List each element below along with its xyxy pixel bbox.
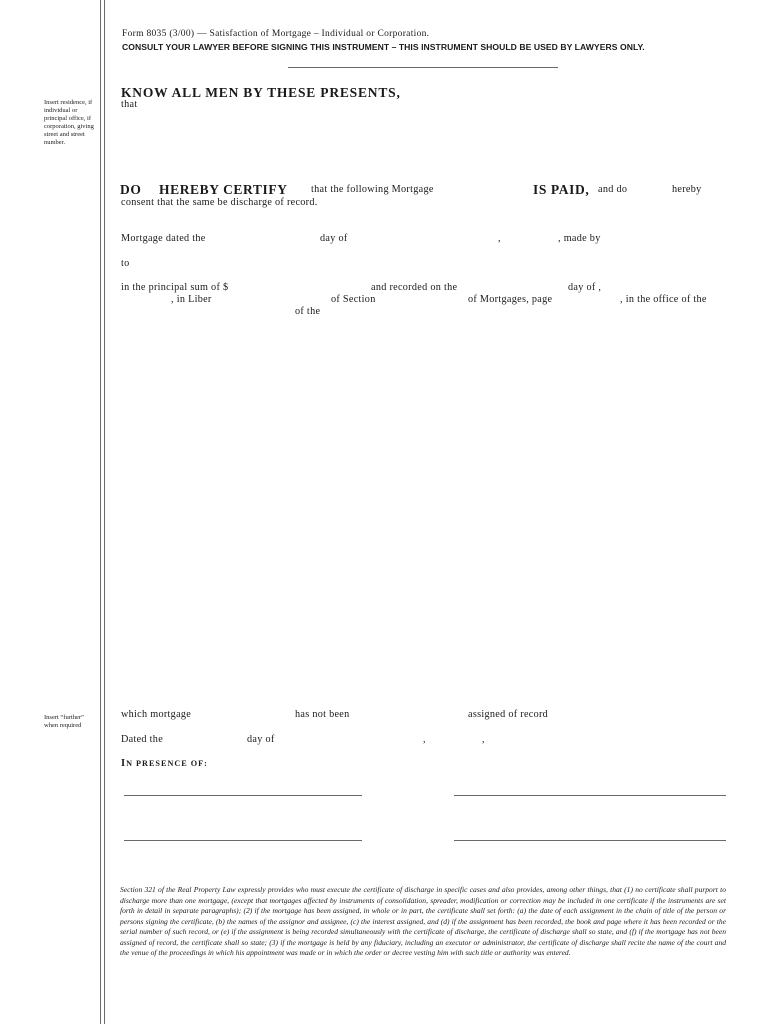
in-presence-of-label: [121, 758, 208, 769]
day-of-label: day of: [320, 233, 348, 244]
principal-sum-label: in the principal sum of $: [121, 282, 229, 293]
recorded-on-label: and recorded on the: [371, 282, 458, 293]
is-paid-label: IS PAID,: [533, 182, 590, 197]
has-not-been-label: has not been: [295, 709, 350, 720]
to-label: to: [121, 258, 130, 269]
lawyer-warning: CONSULT YOUR LAWYER BEFORE SIGNING THIS INSTRUMENT – THIS INSTRUMENT SHOULD BE USED BY LAWYERS ONLY.: [122, 42, 645, 52]
hereby-certify-label: HEREBY CERTIFY: [159, 182, 288, 197]
margin-rule-outer: [100, 0, 101, 1024]
date-comma: ,: [498, 233, 501, 244]
header-rule: [288, 67, 558, 68]
hereby-text: hereby: [672, 184, 702, 195]
in-presence-initial: I: [121, 758, 127, 769]
know-all-men-heading: KNOW ALL MEN BY THESE PRESENTS,: [121, 85, 401, 100]
dated-comma-1: ,: [423, 734, 426, 745]
of-section-label: of Section: [331, 294, 376, 305]
residence-note: Insert residence, if individual or principal office, if corporation, giving street and street number.: [44, 99, 94, 146]
signature-line-2[interactable]: [454, 840, 726, 841]
of-the-label: of the: [295, 306, 321, 317]
following-mortgage-text: that the following Mortgage: [311, 184, 434, 195]
which-mortgage-label: which mortgage: [121, 709, 192, 720]
dated-comma-2: ,: [482, 734, 485, 745]
form-id: Form 8035 (3/00) — Satisfaction of Mortgage – Individual or Corporation.: [122, 29, 430, 39]
made-by-label: , made by: [558, 233, 601, 244]
in-presence-rest: N PRESENCE OF:: [126, 759, 208, 768]
dated-day-of-label: day of: [247, 734, 275, 745]
signature-line-1[interactable]: [454, 795, 726, 796]
do-label: DO: [120, 182, 142, 197]
and-do-text: and do: [598, 184, 628, 195]
margin-rule-inner: [104, 0, 105, 1024]
witness-signature-line-1[interactable]: [124, 795, 362, 796]
recorded-day-of-label: day of ,: [568, 282, 602, 293]
mortgages-page-label: of Mortgages, page: [468, 294, 553, 305]
mortgage-dated-label: Mortgage dated the: [121, 233, 206, 244]
further-note: Insert “further” when required: [44, 714, 84, 729]
dated-the-label: Dated the: [121, 734, 164, 745]
that-label: that: [121, 99, 138, 110]
witness-signature-line-2[interactable]: [124, 840, 362, 841]
section-321-note: Section 321 of the Real Property Law expressly provides who must execute the certificate of discharge in specific cases and also provides, among other things, that (1) no certificate shall purport to discharge more than one mortgage, (except that mortgages affected by instruments of consolidation, spreader, modification or correction may be included in one certificate if the instruments are set forth in detail in separate paragraphs); (2) if the mortgage has been assigned, in whole or in part, the certificate shall set forth: (a) the date of each assignment in the chain of title of the person or persons signing the certificate, (b) the names of the assignor and assignee, (c) the interest assigned, and (d) if the assignment has been recorded, the book and page where it has been recorded or the serial number of such record, or (e) if the assignment is being recorded simultaneously with the certificate of discharge, the certificate of discharge shall so state, and (f) if the mortgage has not been assigned of record, the certificate shall so state; (3) if the mortgage is held by any fiduciary, including an executor or administrator, the certificate of discharge shall recite the name of the court and the venue of the proceedings in which his appointment was made or in which the order or decree vesting him with such title or authority was entered.: [120, 885, 726, 958]
in-liber-label: , in Liber: [171, 294, 212, 305]
office-of-label: , in the office of the: [620, 294, 707, 305]
consent-text: consent that the same be discharge of record.: [121, 197, 318, 208]
assigned-of-record-label: assigned of record: [468, 709, 549, 720]
